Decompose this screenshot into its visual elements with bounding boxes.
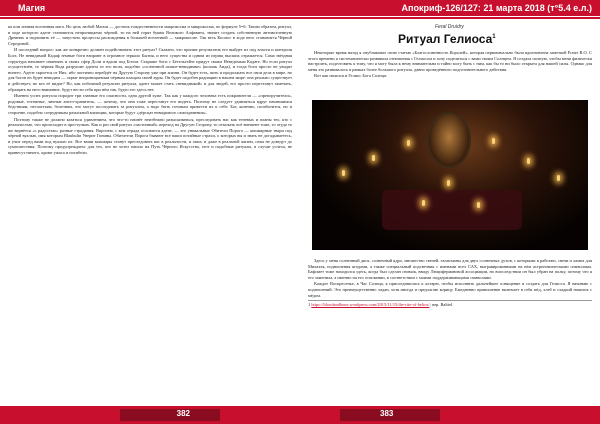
article-title [398, 32, 496, 46]
candle-image [372, 155, 375, 161]
left-paragraph-3: Именно успех ритуала породит три главные его опасности, одна другой хуже. Так как у каждого человека есть покровители — «препоручители», родовые, тотемные, личные ангел-хранитель, — почему, что они тоже перестанут его видеть. Поэтому не следует удивляться вдруг начавшимся бедствиям, несчастьям, болезням, что могут последовать за ритуалом, а надо быть готовым привести их к себе. Бог, конечно, позаботится, но и сторонне, подобно сотрудникам разыскной милиции, которые будут «дёрсцат невидимого самохранения». [8, 93, 292, 115]
left-paragraph-2: И последний вопрос: как же конкретно должен подействовать этот ритуал? Сказано, что прилив результатов его выйдет из под власти и контроля Бога. Не невидимой Кадаф земные боги взирают в огромное зеркало Бытия, и него существа и одним из игрищ высших отражается. Сама звёздная структура начинает изменять и своих сфер Доли и вдали под Богом. Старшие боги с Бетельгейзе придут своим Неведомым Кадате. Но если ритуал осуществлён, то чёрная Вода разрушит адепта от его воли, подобно «солнечной шляпе-невидимке» (колпак Аида), и тогда боги просто не увидят ничего. Адепт скроется от Них, ибо частично перейдёт на Другую Сторону уже при жизни. Он будет есть, пить и продолжать все свои дела в мире, но для богов он будет невидим — скрыт непроницаемым чёрным плащом своей ауры. Он будет подобен радиацию в нашем мире: она реально существует и действует, но кто её видит? Но, как побочный результат ритуала, адепт может стать «невидимкой» и для людей, его просто перестанут замечать, обращать на него внимание, будут вести себя при нём так, будто его здесь нет. [8, 47, 292, 92]
footnote-link[interactable]: https://bloodandbone.wordpress.com/2015/11/15/the-rite-of-helios/ [311, 302, 430, 308]
article-author: Feral Druidry [435, 24, 464, 30]
candle-image [492, 138, 495, 144]
left-footer-bar [120, 409, 220, 421]
right-page-footer [300, 406, 600, 424]
footnote-suffix: ; пер. Baltiel. [429, 302, 454, 308]
candle-image [477, 202, 480, 208]
left-page-footer [0, 406, 300, 424]
right-body-column [308, 258, 592, 309]
candle-image [447, 180, 450, 186]
altar-cloth-image [382, 190, 522, 230]
footnote-mark: 1 [492, 34, 496, 40]
right-page-number: 383 [380, 409, 394, 418]
left-page-number: 382 [176, 409, 190, 418]
right-intro-column [308, 50, 592, 80]
candle-image [557, 175, 560, 181]
right-intro-paragraph-1: Некоторые время назад я опубликовал свою статью «Благословенность Королей», которая первоначально была вдохновлена заметкой Frater R.O. С этого времени я систематически развивала отношения с Гелиосом и хочу поделиться с вами своим Солнцем. Я создала полную, чтобы меня физически настроить, подготовить к тому, что я могу была к нему внимательна и тайно могу быть с ним, как бы то ни было открыта для нашей силы. Однако для меня это развивалось в рамках более большого ритуала, давно проведённого подготовительного действия. [308, 50, 592, 72]
right-body-paragraph-1: Здесь у меня солнечный диск, солнечный ядро, множество свечей, талисманы для двух солнечных духов, с которыми я работаю, свечи и лампа для Михаэля, подношения ягодами, а также специальный подсвечник с именами всех САХ, выгравированными на нём астрономическими символами. Бафомет тоже находился здесь, когда был сделан снимок, ввиду Люцифериановой ассоциации, но впоследствии он был убран на полку, потому что я его заменила, а именно на его основании, в соответствии с моими поддерживающими символами. [308, 258, 592, 280]
left-text-column [8, 24, 292, 157]
left-paragraph-4: Поэтому также не должно казаться удивлением, что что-то начнёт неизбежно разыскиваться, преследовать нас как теневых и планы тех, кто с реальностью, что происходит в проступках. Как и раз свой ритуал «частичный» переход на Другую Сторону, то отыскать всё внешнее тоже, то отуда то же вернётся «с радостью» разные страдания. Впрочем, с кем отрада ословится адепт, — это уникальные Обители Порога — кошмарные твари под чёрной вуалью, имя которым Blaubulin Уверит Гинаны. Обитатели Порога бывают все ваши потайные страхи, о которых вы и знать не догадываетесь, и учит перед вами под вуалью их. Все ваши кошмары станут преследовать вас в реальности, и окна, и даже в реальной жизни, пока не доведут до сумасшествия. Поэтому предупреждаем: для тех, кто не хотел нашло на Путь Чёрного Искусства, этот и подобные ритуалы, в случае успеха, не принесут ничего, кроме ужаса и погибели. [8, 116, 293, 156]
footnote [308, 300, 592, 308]
right-header-stripe [300, 17, 600, 19]
right-page-header: Апокриф-126/127: 21 марта 2018 (т°5.4 е.л.) [300, 0, 600, 16]
left-page-header: Магия [0, 0, 300, 16]
altar-photo [312, 100, 588, 250]
footnote-number: 1 [308, 302, 311, 308]
candle-image [342, 170, 345, 176]
left-header-stripe [0, 17, 300, 19]
sun-mirror-image [427, 112, 471, 168]
left-paragraph-1: ка или личная вселенная мага. Но цель любой Магии — достичь тождественности макрокосма и микрокосма, по формуле 5=6. Таким образом, ритуал, в ходе которого адепт становится непроницаемо чёрной, то на ней горят буквы Великого Алфавита, значит создать собственную антивселенную Древних и подчинить её — запустить процессы расхождения в большей вселенной — макрокосме. Так весь Космос в ходе него становится Чёрной Серединой. [8, 24, 292, 46]
right-body-paragraph-2: Каждое Воскресенье, в Час Солнца, я присоединилась к алтарю, чтобы исполнить дальнейшее освящение и создать для Гелиоса. Я начинаю с подношений. Это преимущественно ладан, хотя иногда и предлагаю корицу. Ежедневно приношение включает в себя мёд, хлеб и сладкий напиток с мёдом. [308, 281, 592, 298]
right-intro-paragraph-2: Вот как начался и Гелиос Бога Солнца: [314, 73, 388, 79]
candle-image [527, 158, 530, 164]
article-title-text: Ритуал Гелиоса [398, 32, 493, 46]
candle-image [422, 200, 425, 206]
candle-image [407, 140, 410, 146]
